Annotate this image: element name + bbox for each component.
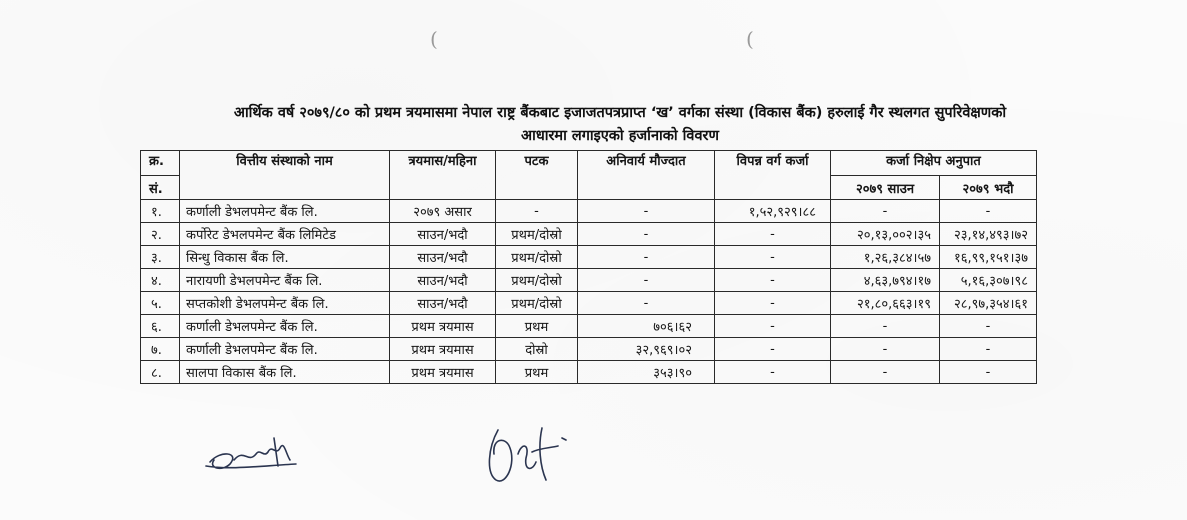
cell-deprived-sector: १,५२,९२९।८८ — [715, 200, 831, 223]
header-cd-shrawan: २०७९ साउन — [831, 176, 940, 200]
punch-hole-mark-right: ( — [746, 27, 754, 51]
punch-hole-mark-left: ( — [430, 27, 438, 51]
cell-period: प्रथम त्रयमास — [390, 361, 496, 384]
cell-period: साउन/भदौ — [390, 269, 496, 292]
cell-mandatory-reserve: - — [578, 200, 715, 223]
cell-cd-shrawan: - — [831, 361, 940, 384]
cell-instance: प्रथम/दोस्रो — [496, 292, 578, 315]
cell-mandatory-reserve: - — [578, 223, 715, 246]
header-cd-ratio: कर्जा निक्षेप अनुपात — [831, 151, 1037, 176]
cell-mandatory-reserve: - — [578, 292, 715, 315]
cell-institution: सालपा विकास बैंक लि. — [180, 361, 390, 384]
cell-cd-bhadra: - — [940, 361, 1037, 384]
cell-cd-bhadra: - — [940, 200, 1037, 223]
cell-cd-bhadra: ५,१६,३०७।९८ — [940, 269, 1037, 292]
cell-instance: दोस्रो — [496, 338, 578, 361]
cell-period: प्रथम त्रयमास — [390, 315, 496, 338]
header-instance: पटक — [496, 151, 578, 200]
cell-sn: ३. — [141, 246, 180, 269]
cell-sn: ८. — [141, 361, 180, 384]
cell-sn: ६. — [141, 315, 180, 338]
header-mandatory-reserve: अनिवार्य मौज्दात — [578, 151, 715, 200]
header-period: त्रयमास/महिना — [390, 151, 496, 200]
cell-sn: २. — [141, 223, 180, 246]
cell-cd-shrawan: २०,१३,००२।३५ — [831, 223, 940, 246]
document-title-line2: आधारमा लगाइएको हर्जानाको विवरण — [521, 128, 719, 144]
cell-instance: प्रथम — [496, 361, 578, 384]
cell-sn: ४. — [141, 269, 180, 292]
cell-institution: कर्पोरेट डेभलपमेन्ट बैंक लिमिटेड — [180, 223, 390, 246]
table-row — [141, 338, 1037, 361]
cell-institution: नारायणी डेभलपमेन्ट बैंक लि. — [180, 269, 390, 292]
cell-cd-shrawan: ४,६३,७९४।१७ — [831, 269, 940, 292]
table-header-row — [141, 151, 1037, 176]
table-row — [141, 361, 1037, 384]
table-row — [141, 246, 1037, 269]
cell-deprived-sector: - — [715, 292, 831, 315]
cell-sn: ७. — [141, 338, 180, 361]
cell-instance: - — [496, 200, 578, 223]
cell-mandatory-reserve: - — [578, 246, 715, 269]
cell-cd-bhadra: २३,१४,४९३।७२ — [940, 223, 1037, 246]
cell-instance: प्रथम — [496, 315, 578, 338]
cell-mandatory-reserve: ३२,९६९।०२ — [578, 338, 715, 361]
penalty-table — [140, 150, 1037, 384]
cell-instance: प्रथम/दोस्रो — [496, 269, 578, 292]
cell-instance: प्रथम/दोस्रो — [496, 246, 578, 269]
cell-sn: १. — [141, 200, 180, 223]
cell-period: २०७९ असार — [390, 200, 496, 223]
header-deprived-sector: विपन्न वर्ग कर्जा — [715, 151, 831, 200]
cell-institution: कर्णाली डेभलपमेन्ट बैंक लि. — [180, 200, 390, 223]
handwritten-signature-left — [200, 430, 310, 485]
cell-cd-bhadra: २८,९७,३५४।६१ — [940, 292, 1037, 315]
cell-institution: सिन्धु विकास बैंक लि. — [180, 246, 390, 269]
cell-cd-shrawan: १,२६,३८४।५७ — [831, 246, 940, 269]
cell-sn: ५. — [141, 292, 180, 315]
table-row — [141, 315, 1037, 338]
cell-period: साउन/भदौ — [390, 246, 496, 269]
cell-instance: प्रथम/दोस्रो — [496, 223, 578, 246]
cell-cd-bhadra: - — [940, 315, 1037, 338]
cell-period: साउन/भदौ — [390, 292, 496, 315]
cell-cd-shrawan: - — [831, 315, 940, 338]
header-institution: वित्तीय संस्थाको नाम — [180, 151, 390, 200]
cell-deprived-sector: - — [715, 338, 831, 361]
header-sn-top: क्र. — [141, 151, 180, 176]
cell-deprived-sector: - — [715, 223, 831, 246]
cell-mandatory-reserve: ७०६।६२ — [578, 315, 715, 338]
header-sn-bottom: सं. — [141, 176, 180, 200]
cell-cd-shrawan: - — [831, 338, 940, 361]
cell-mandatory-reserve: ३५३।९० — [578, 361, 715, 384]
cell-deprived-sector: - — [715, 269, 831, 292]
table-row — [141, 292, 1037, 315]
cell-period: प्रथम त्रयमास — [390, 338, 496, 361]
header-cd-bhadra: २०७९ भदौ — [940, 176, 1037, 200]
table-row — [141, 269, 1037, 292]
cell-cd-shrawan: - — [831, 200, 940, 223]
cell-deprived-sector: - — [715, 361, 831, 384]
document-title-line1: आर्थिक वर्ष २०७९/८० को प्रथम त्रयमासमा नेपाल राष्ट्र बैंकबाट इजाजतपत्रप्राप्त ‘ख’ वर्गका संस्था (विकास बैंक) हरुलाई गैर स्थलगत सुपरिवेक्षणको — [233, 105, 1007, 121]
cell-cd-shrawan: २१,८०,६६३।१९ — [831, 292, 940, 315]
cell-deprived-sector: - — [715, 246, 831, 269]
table-row — [141, 223, 1037, 246]
cell-institution: सप्तकोशी डेभलपमेन्ट बैंक लि. — [180, 292, 390, 315]
cell-institution: कर्णाली डेभलपमेन्ट बैंक लि. — [180, 338, 390, 361]
table-row — [141, 200, 1037, 223]
cell-cd-bhadra: १६,९९,१५१।३७ — [940, 246, 1037, 269]
cell-period: साउन/भदौ — [390, 223, 496, 246]
cell-cd-bhadra: - — [940, 338, 1037, 361]
cell-deprived-sector: - — [715, 315, 831, 338]
cell-institution: कर्णाली डेभलपमेन्ट बैंक लि. — [180, 315, 390, 338]
cell-mandatory-reserve: - — [578, 269, 715, 292]
handwritten-signature-right — [480, 418, 580, 498]
